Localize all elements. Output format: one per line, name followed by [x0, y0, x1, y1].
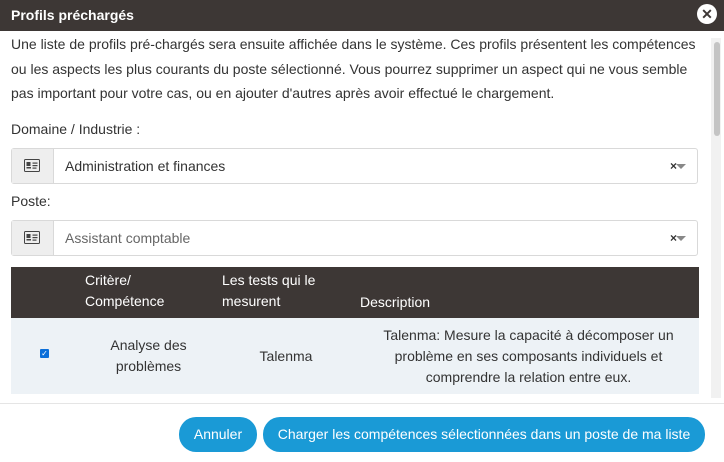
load-competences-button[interactable]: Charger les compétences sélectionnées dans un poste de ma liste — [263, 417, 705, 452]
row-test: Talenma — [259, 348, 313, 364]
dialog-titlebar — [0, 0, 724, 31]
intro-text: Une liste de profils pré-chargés sera ensuite affichée dans le système. Ces profils présentent les compétences ou les aspects les plus courants du poste sélectionné. Vous pourrez supprimer un aspect qui ne vous semble pas important pour votre cas, ou en ajouter d'autres après avoir effectué le chargement. — [11, 36, 696, 101]
id-card-icon — [12, 221, 54, 255]
header-description: Description — [360, 294, 431, 310]
chevron-down-icon[interactable] — [676, 164, 686, 169]
poste-placeholder: Assistant comptable — [65, 230, 191, 246]
table-header — [11, 267, 699, 318]
table-row — [11, 318, 699, 394]
header-tests: Les tests qui le mesurent — [222, 272, 316, 309]
domain-select[interactable] — [11, 148, 698, 184]
domain-value: Administration et finances — [65, 158, 226, 174]
scrollbar-thumb[interactable] — [714, 42, 720, 136]
cancel-button[interactable]: Annuler — [179, 417, 257, 452]
clear-icon[interactable]: × — [670, 159, 678, 173]
row-criterion: Analyse des problèmes — [110, 337, 187, 374]
poste-label: Poste: — [11, 193, 51, 209]
row-checkbox[interactable]: ✓ — [41, 349, 48, 358]
domain-label: Domaine / Industrie : — [11, 121, 141, 137]
id-card-icon — [12, 149, 54, 183]
close-icon[interactable]: ✕ — [697, 4, 717, 24]
footer-divider — [0, 403, 724, 404]
dialog-title: Profils préchargés — [11, 7, 134, 23]
clear-icon[interactable]: × — [670, 231, 678, 245]
poste-select[interactable] — [11, 220, 698, 256]
header-criterion: Critère/ Compétence — [85, 272, 165, 309]
chevron-down-icon[interactable] — [676, 236, 686, 241]
row-description: Talenma: Mesure la capacité à décomposer un problème en ses composants individuels et comprendre la relation entre eux. — [383, 327, 674, 385]
